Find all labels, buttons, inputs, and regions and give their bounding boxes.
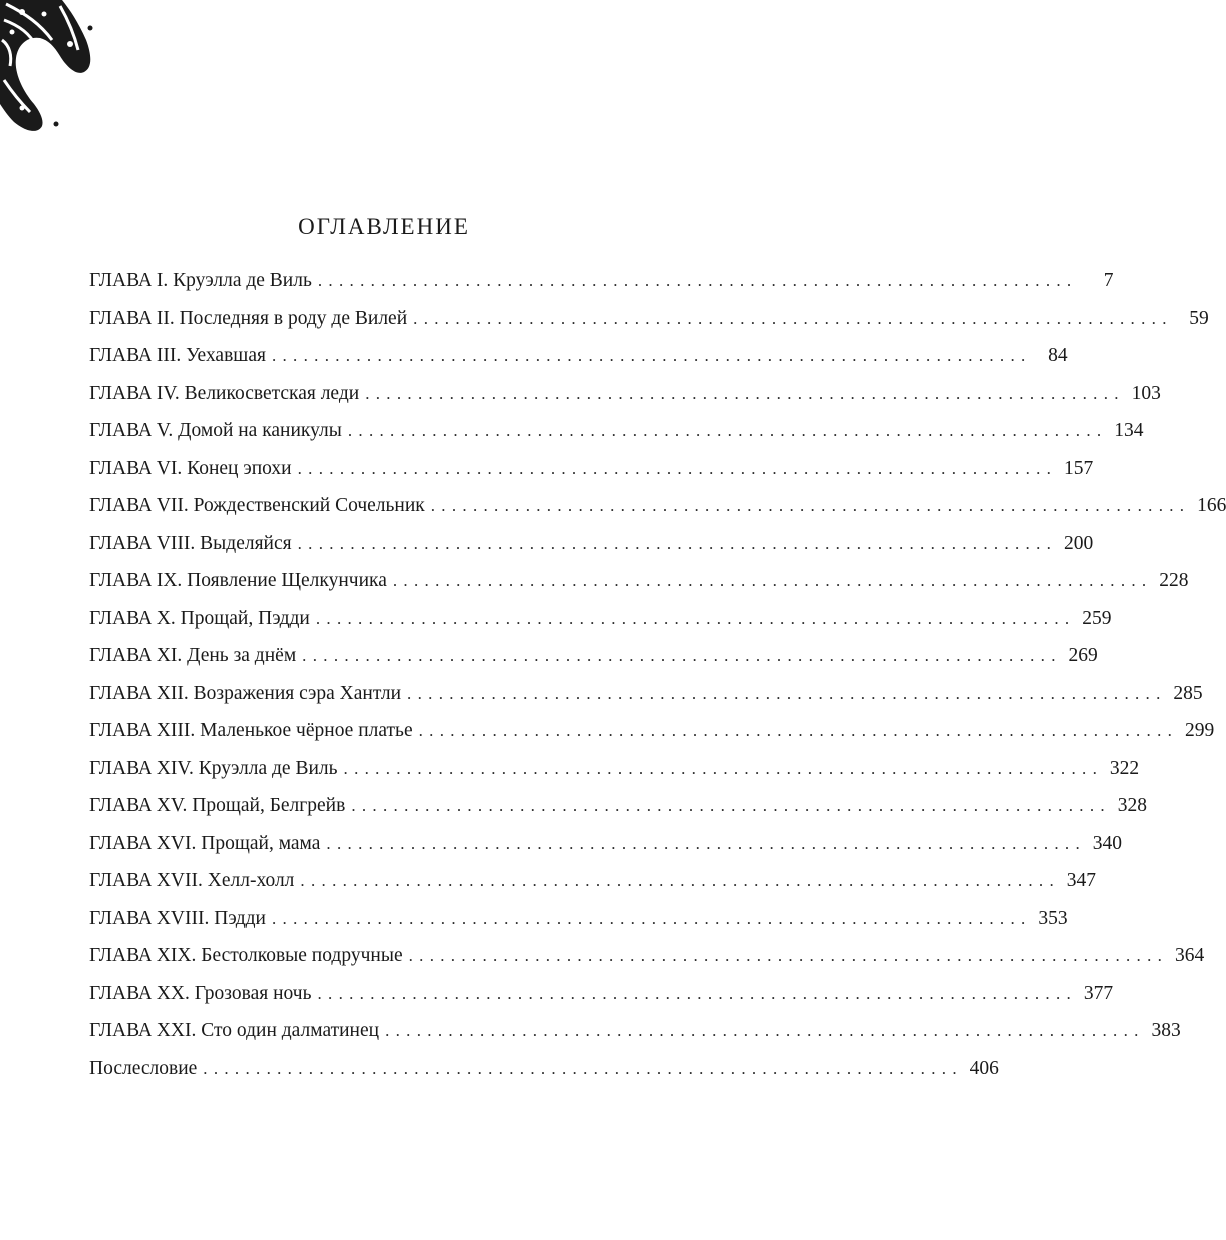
toc-entry-label: ГЛАВА IX. Появление Щелкунчика	[89, 570, 387, 591]
toc-leader-dots: ........................................................................	[203, 1058, 963, 1078]
toc-leader-dots: ........................................................................	[385, 1021, 1145, 1040]
toc-entry	[89, 862, 1097, 900]
toc-entry-label: ГЛАВА XII. Возражения сэра Хантли	[89, 682, 402, 704]
toc-entry	[89, 787, 1147, 825]
toc-entry-page: 299	[1184, 720, 1215, 741]
toc-entry-label: ГЛАВА XV. Прощай, Белгрейв	[89, 795, 346, 816]
toc-entry	[89, 1012, 1181, 1050]
toc-leader-dots: ........................................................................	[413, 308, 1173, 328]
toc-leader-dots: ........................................................................	[343, 758, 1104, 778]
toc-leader-dots: ........................................................................	[271, 346, 1032, 365]
toc-leader-dots: ........................................................................	[430, 496, 1191, 515]
toc-entry	[89, 337, 1068, 375]
toc-leader-dots: ........................................................................	[271, 908, 1032, 928]
toc-entry-label: ГЛАВА VII. Рождественский Сочельник	[89, 495, 425, 516]
toc-entry	[89, 262, 1114, 300]
toc-entry-label: ГЛАВА XIV. Круэлла де Виль	[89, 757, 338, 779]
toc-leader-dots: ........................................................................	[315, 608, 1076, 628]
toc-leader-dots: ........................................................................	[365, 383, 1125, 403]
toc-entry	[89, 637, 1098, 675]
toc-entry-page: 84	[1048, 345, 1068, 366]
toc-entry-page: 377	[1083, 982, 1114, 1004]
toc-entry-label: ГЛАВА V. Домой на каникулы	[89, 420, 342, 441]
toc-leader-dots: ........................................................................	[317, 983, 1078, 1003]
toc-entry-label: ГЛАВА II. Последняя в роду де Вилей	[89, 307, 408, 329]
toc-entry-label: ГЛАВА VIII. Выделяйся	[89, 532, 292, 554]
toc-leader-dots: ........................................................................	[297, 458, 1058, 478]
toc-entry-page: 200	[1063, 532, 1094, 554]
toc-entry-label: ГЛАВА IV. Великосветская леди	[89, 382, 360, 404]
toc-entry-page: 59	[1189, 307, 1209, 329]
toc-entry	[89, 450, 1094, 488]
toc-entry-label: Послесловие	[89, 1057, 198, 1079]
toc-entry-label: ГЛАВА III. Уехавшая	[89, 345, 266, 366]
page-title: ОГЛАВЛЕНИЕ	[298, 214, 470, 239]
toc-entry-label: ГЛАВА XVII. Хелл-холл	[89, 870, 295, 891]
toc-entry-page: 353	[1038, 907, 1068, 929]
toc-entry	[89, 675, 1203, 713]
toc-entry	[89, 937, 1205, 975]
toc-entry-page: 406	[969, 1057, 999, 1079]
toc-entry-page: 340	[1092, 832, 1123, 854]
toc-entry-label: ГЛАВА I. Круэлла де Виль	[89, 270, 312, 291]
toc-entry-label: ГЛАВА XXI. Сто один далматинец	[89, 1020, 380, 1041]
toc-entry-page: 228	[1159, 570, 1189, 591]
toc-entry-label: ГЛАВА XIX. Бестолковые подручные	[89, 945, 403, 966]
toc-leader-dots: ........................................................................	[347, 421, 1108, 440]
toc-entry-label: ГЛАВА VI. Конец эпохи	[89, 457, 292, 479]
toc-leader-dots: ........................................................................	[351, 796, 1111, 815]
toc-entry-page: 322	[1109, 757, 1140, 779]
toc-entry	[89, 487, 1226, 525]
toc-entry	[89, 300, 1209, 338]
toc-leader-dots: ........................................................................	[300, 871, 1061, 890]
toc-leader-dots: ........................................................................	[418, 721, 1179, 740]
toc-entry-page: 259	[1082, 607, 1112, 629]
toc-entry-label: ГЛАВА XIII. Маленькое чёрное платье	[89, 720, 413, 741]
toc-entry-page: 285	[1173, 682, 1203, 704]
toc-entry-page: 269	[1068, 645, 1098, 666]
toc-entry-page: 328	[1117, 795, 1147, 816]
toc-entry-page: 347	[1066, 870, 1097, 891]
toc-entry-page: 7	[1103, 270, 1114, 291]
toc-entry-page: 103	[1131, 382, 1161, 404]
toc-entry	[89, 1050, 999, 1088]
toc-leader-dots: ........................................................................	[392, 571, 1153, 590]
toc-entry	[89, 825, 1123, 863]
toc-entry-label: ГЛАВА XVI. Прощай, мама	[89, 832, 321, 854]
toc-entry-label: ГЛАВА XI. День за днём	[89, 645, 297, 666]
toc-entry-page: 364	[1174, 945, 1205, 966]
toc-entry-page: 134	[1114, 420, 1144, 441]
toc-entry	[89, 712, 1215, 750]
toc-entry	[89, 975, 1114, 1013]
toc-entry	[89, 900, 1068, 938]
toc-leader-dots: ........................................................................	[297, 533, 1058, 553]
toc-leader-dots: ........................................................................	[302, 646, 1062, 665]
toc-entry	[89, 562, 1189, 600]
toc-leader-dots: ........................................................................	[408, 946, 1169, 965]
toc-entry-label: ГЛАВА X. Прощай, Пэдди	[89, 607, 310, 629]
toc-entry-page: 166	[1197, 495, 1226, 516]
toc-entry	[89, 600, 1112, 638]
toc-list	[89, 262, 1226, 1087]
toc-leader-dots: ........................................................................	[317, 271, 1078, 290]
toc-entry	[89, 375, 1161, 413]
toc-entry	[89, 412, 1144, 450]
toc-entry-label: ГЛАВА XX. Грозовая ночь	[89, 982, 312, 1004]
corner-ornament-icon	[0, 0, 96, 140]
toc-leader-dots: ........................................................................	[326, 833, 1087, 853]
toc-entry-page: 157	[1063, 457, 1094, 479]
toc-entry-label: ГЛАВА XVIII. Пэдди	[89, 907, 266, 929]
toc-entry	[89, 750, 1140, 788]
toc-leader-dots: ........................................................................	[407, 683, 1167, 703]
toc-entry-page: 383	[1151, 1020, 1181, 1041]
toc-entry	[89, 525, 1094, 563]
